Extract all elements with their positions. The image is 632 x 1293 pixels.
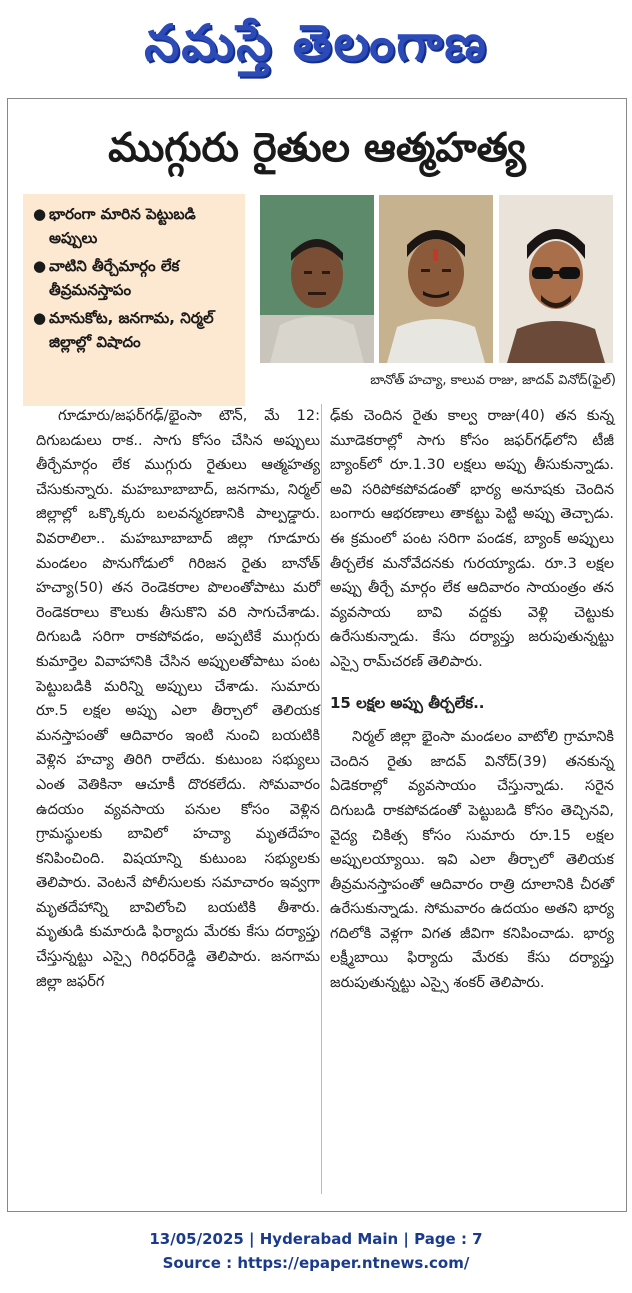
article-column-right [330,404,614,996]
photo-farmer-3 [499,195,613,363]
article-subheading: 15 లక్షల అప్పు తీర్చలేక.. [330,693,485,712]
highlight-item: ● వాటిని తీర్చేమార్గం లేక తీవ్రమనస్తాపం [33,254,237,302]
bullet-icon: ● [33,205,47,223]
bullet-icon: ● [33,309,47,327]
photo-farmer-1 [260,195,374,363]
highlights-box [23,194,245,406]
article-headline: ముగ్గురు రైతుల ఆత్మహత్య [108,124,526,171]
footer-source-line: Source : https://epaper.ntnews.com/ [162,1254,470,1272]
bullet-icon: ● [33,257,47,275]
portrait-image [499,195,613,363]
masthead-logo: నమస్తే తెలంగాణ [144,13,488,72]
article-paragraph: ఢ్‌కు చెందిన రైతు కాల్వ రాజు(40) తన కున్న మూడెకరాల్లో సాగు కోసం జఫర్‌గఢ్‌లోని టీజీ బ్యాంక్‌లో రూ.1.30 లక్షలు అప్పు తీసుకున్నాడు. అవి సరిపోకపోవడంతో భార్య అనూషకు చెందిన బంగారు ఆభరణాలు తాకట్టు పెట్టి అప్పు తెచ్చాడు. ఈ క్రమంలో పంట సరిగా పండక, బ్యాంక్ అప్పులు తీర్చలేక మనోవేదనకు గురయ్యాడు. రూ.3 లక్షల అప్పు తీర్చే మార్గం లేక ఆదివారం సాయంత్రం తన వ్యవసాయ బావి వద్దకు వెళ్లి చెట్టుకు ఉరేసుకున్నాడు. కేసు దర్యాప్తు జరుపుతున్నట్టు ఎస్సై రామ్‌చరణ్ తెలిపారు. [330,408,614,670]
photo-caption: బానోత్ హచ్యా, కాలువ రాజు, జాదవ్ వినోద్(ఫైల్) [370,373,616,388]
news-clipping [7,98,627,1212]
photo-farmer-2 [379,195,493,363]
article-paragraph: నిర్మల్ జిల్లా భైంసా మండలం వాటోలి గ్రామానికి చెందిన రైతు జాదవ్ వినోద్(39) తనకున్న ఏడెకరాల్లో వ్యవసాయం చేస్తున్నాడు. సరైన దిగుబడి రాకపోవడంతో పెట్టుబడి కోసం తెచ్చినవి, వైద్య చికిత్స కోసం సుమారు రూ.15 లక్షల అప్పులయ్యాయి. ఇవి ఎలా తీర్చాలో తెలియక తీవ్రమనస్తాపంతో ఆదివారం రాత్రి దూలానికి చీరతో ఉరేసుకున్నాడు. సోమవారం ఉదయం అతని భార్య గదిలోకి వెళ్లగా విగత జీవిగా కనిపించాడు. భార్య లక్ష్మీబాయి ఫిర్యాదు మేరకు కేసు దర్యాప్తు జరుపుతున్నట్టు ఎస్సై శంకర్ తెలిపారు. [330,729,614,992]
article-paragraph: గూడూరు/జఫర్‌గఢ్/భైంసా టౌన్, మే 12: దిగుబడులు రాక.. సాగు కోసం చేసిన అప్పులు తీర్చేమార్గం లేక ముగ్గురు రైతులు ఆత్మహత్య చేసుకున్నారు. మహబూబాబాద్, జనగామ, నిర్మల్ జిల్లాల్లో ఒక్కొక్కరు బలవన్మరణానికి పాల్పడ్డారు. వివరాలిలా.. మహబూబాబాద్ జిల్లా గూడూరు మండలం పొనుగోడులో గిరిజన రైతు బానోత్ హచ్యా(50) తన రెండెకరాల పొలంతోపాటు మరో రెండెకరాలు కౌలుకు తీసుకొని వరి సాగుచేశాడు. దిగుబడి సరిగా రాకపోవడం, అప్పటికే ముగ్గురు కుమార్తెల వివాహానికి చేసిన అప్పులతోపాటు పంట పెట్టుబడికి మరిన్ని అప్పులు చేశాడు. సుమారు రూ.5 లక్షల అప్పు ఎలా తీర్చాలో తెలియక మనస్తాపంతో ఆదివారం ఇంటి నుంచి బయటికి వెళ్లిన హచ్యా తిరిగి రాలేదు. కుటుంబ సభ్యులు ఎంత వెతికినా ఆచూకీ దొరకలేదు. సోమవారం ఉదయం వ్యవసాయ పనుల కోసం వెళ్లిన గ్రామస్థులకు బావిలో హచ్యా మృతదేహం కనిపించింది. విషయాన్ని కుటుంబ సభ్యులకు తెలిపారు. వెంటనే పోలీసులకు సమాచారం ఇవ్వగా మృతదేహాన్ని బావిలోంచి బయటికి తీశారు. మృతుడి కుమారుడి ఫిర్యాదు మేరకు కేసు దర్యాప్తు చేస్తున్నట్టు ఎస్సై గిరిధర్‌రెడ్డి తెలిపారు. జనగామ జిల్లా జఫర్‌గ [36,408,320,990]
footer-date-line: 13/05/2025 | Hyderabad Main | Page : 7 [149,1230,483,1248]
portrait-image [379,195,493,363]
article-column-left [36,404,320,994]
column-divider [321,404,322,1194]
portrait-image [260,195,374,363]
highlight-item: ● మానుకోట, జనగామ, నిర్మల్ జిల్లాల్లో విషాదం [33,306,237,354]
newspaper-masthead [0,0,632,86]
highlight-item: ● భారంగా మారిన పెట్టుబడి అప్పులు [33,202,237,250]
